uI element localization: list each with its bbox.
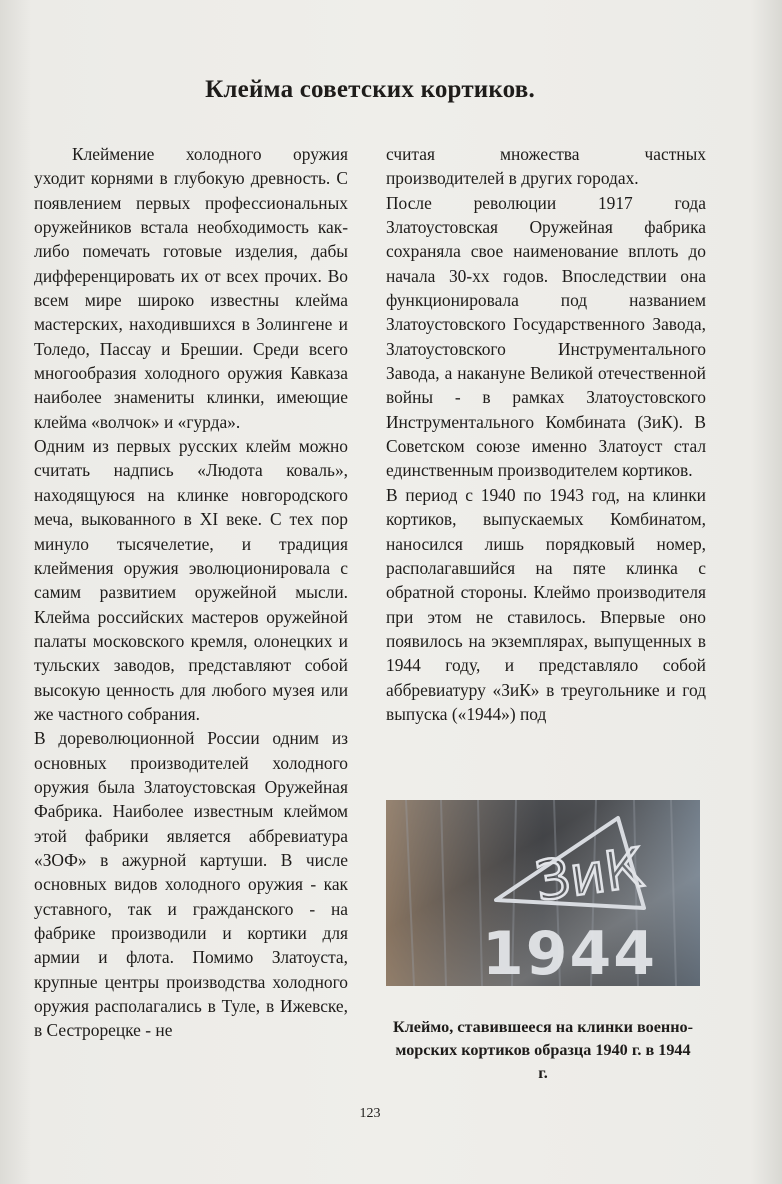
paragraph: считая множества частных производителей в других городах. — [386, 144, 706, 189]
paragraph: В дореволюционной России одним из основных производителей холодного оружия была Златоустовская Оружейная Фабрика. Наиболее известным клеймом этой фабрики является аббревиатура «ЗОФ» в ажурной картуши. В числе основных видов холодного оружия - как уставного, так и гражданского - на фабрике производили и кортики для армии и флота. Помимо Златоуста, крупные центры производства холодного оружия располагались в Туле, в Ижевске, в Сестрорецке - не — [34, 728, 348, 1041]
paragraph: Клеймение холодного оружия уходит корнями в глубокую древность. С появлением первых профессиональных оружейников встала необходимость как-либо помечать готовые изделия, дабы дифференцировать их от всех прочих. Во всем мире широко известны клейма мастерских, находившихся в Золингене и Толедо, Пассау и Брешии. Среди всего многообразия холодного оружия Кавказа наиболее знамениты клинки, имеющие клейма «волчок» и «гурда». — [34, 144, 348, 432]
stamp-photo-svg — [386, 800, 700, 986]
paragraph: В период с 1940 по 1943 год, на клинки кортиков, выпускаемых Комбинатом, наносился лишь порядковый номер, располагавшийся на пяте клинка с обратной стороны. Клеймо производителя при этом не ставилось. Впервые оно появилось на экземплярах, выпущенных в 1944 году, и представляло собой аббревиатуру «ЗиК» в треугольнике и год выпуска («1944») под — [386, 484, 706, 724]
stamp-year: 1944 — [482, 919, 657, 986]
right-column — [386, 142, 706, 726]
left-column — [34, 142, 348, 1043]
paragraph: Одним из первых русских клейм можно считать надпись «Людота коваль», находящуюся на клинке новгородского меча, выкованного в XI веке. С тех пор минуло тысячелетие, и традиция клеймения оружия эволюционировала с самим развитием оружейной мысли. Клейма российских мастеров оружейной палаты московского кремля, олонецких и тульских заводов, представляют собой высокую ценность для любого музея или же частного собрания. — [34, 436, 348, 724]
page-number: 123 — [359, 1106, 381, 1121]
page-title: Клейма советских кортиков. — [205, 76, 535, 103]
stamp-text: ЗиК — [531, 835, 648, 914]
paragraph: После революции 1917 года Златоустовская Оружейная фабрика сохраняла свое наименование вплоть до начала 30-хх годов. Впоследствии она функционировала под названием Златоустовского Государственного Завода, Златоустовского Инструментального Завода, а накануне Великой отечественной войны - в рамках Златоустовского Инструментального Комбината (ЗиК). В Советском союзе именно Златоуст стал единственным производителем кортиков. — [386, 192, 706, 481]
stamp-photo — [386, 800, 700, 986]
photo-caption: Клеймо, ставившееся на клинки военно-морских кортиков образца 1940 г. в 1944 г. — [392, 1018, 694, 1082]
